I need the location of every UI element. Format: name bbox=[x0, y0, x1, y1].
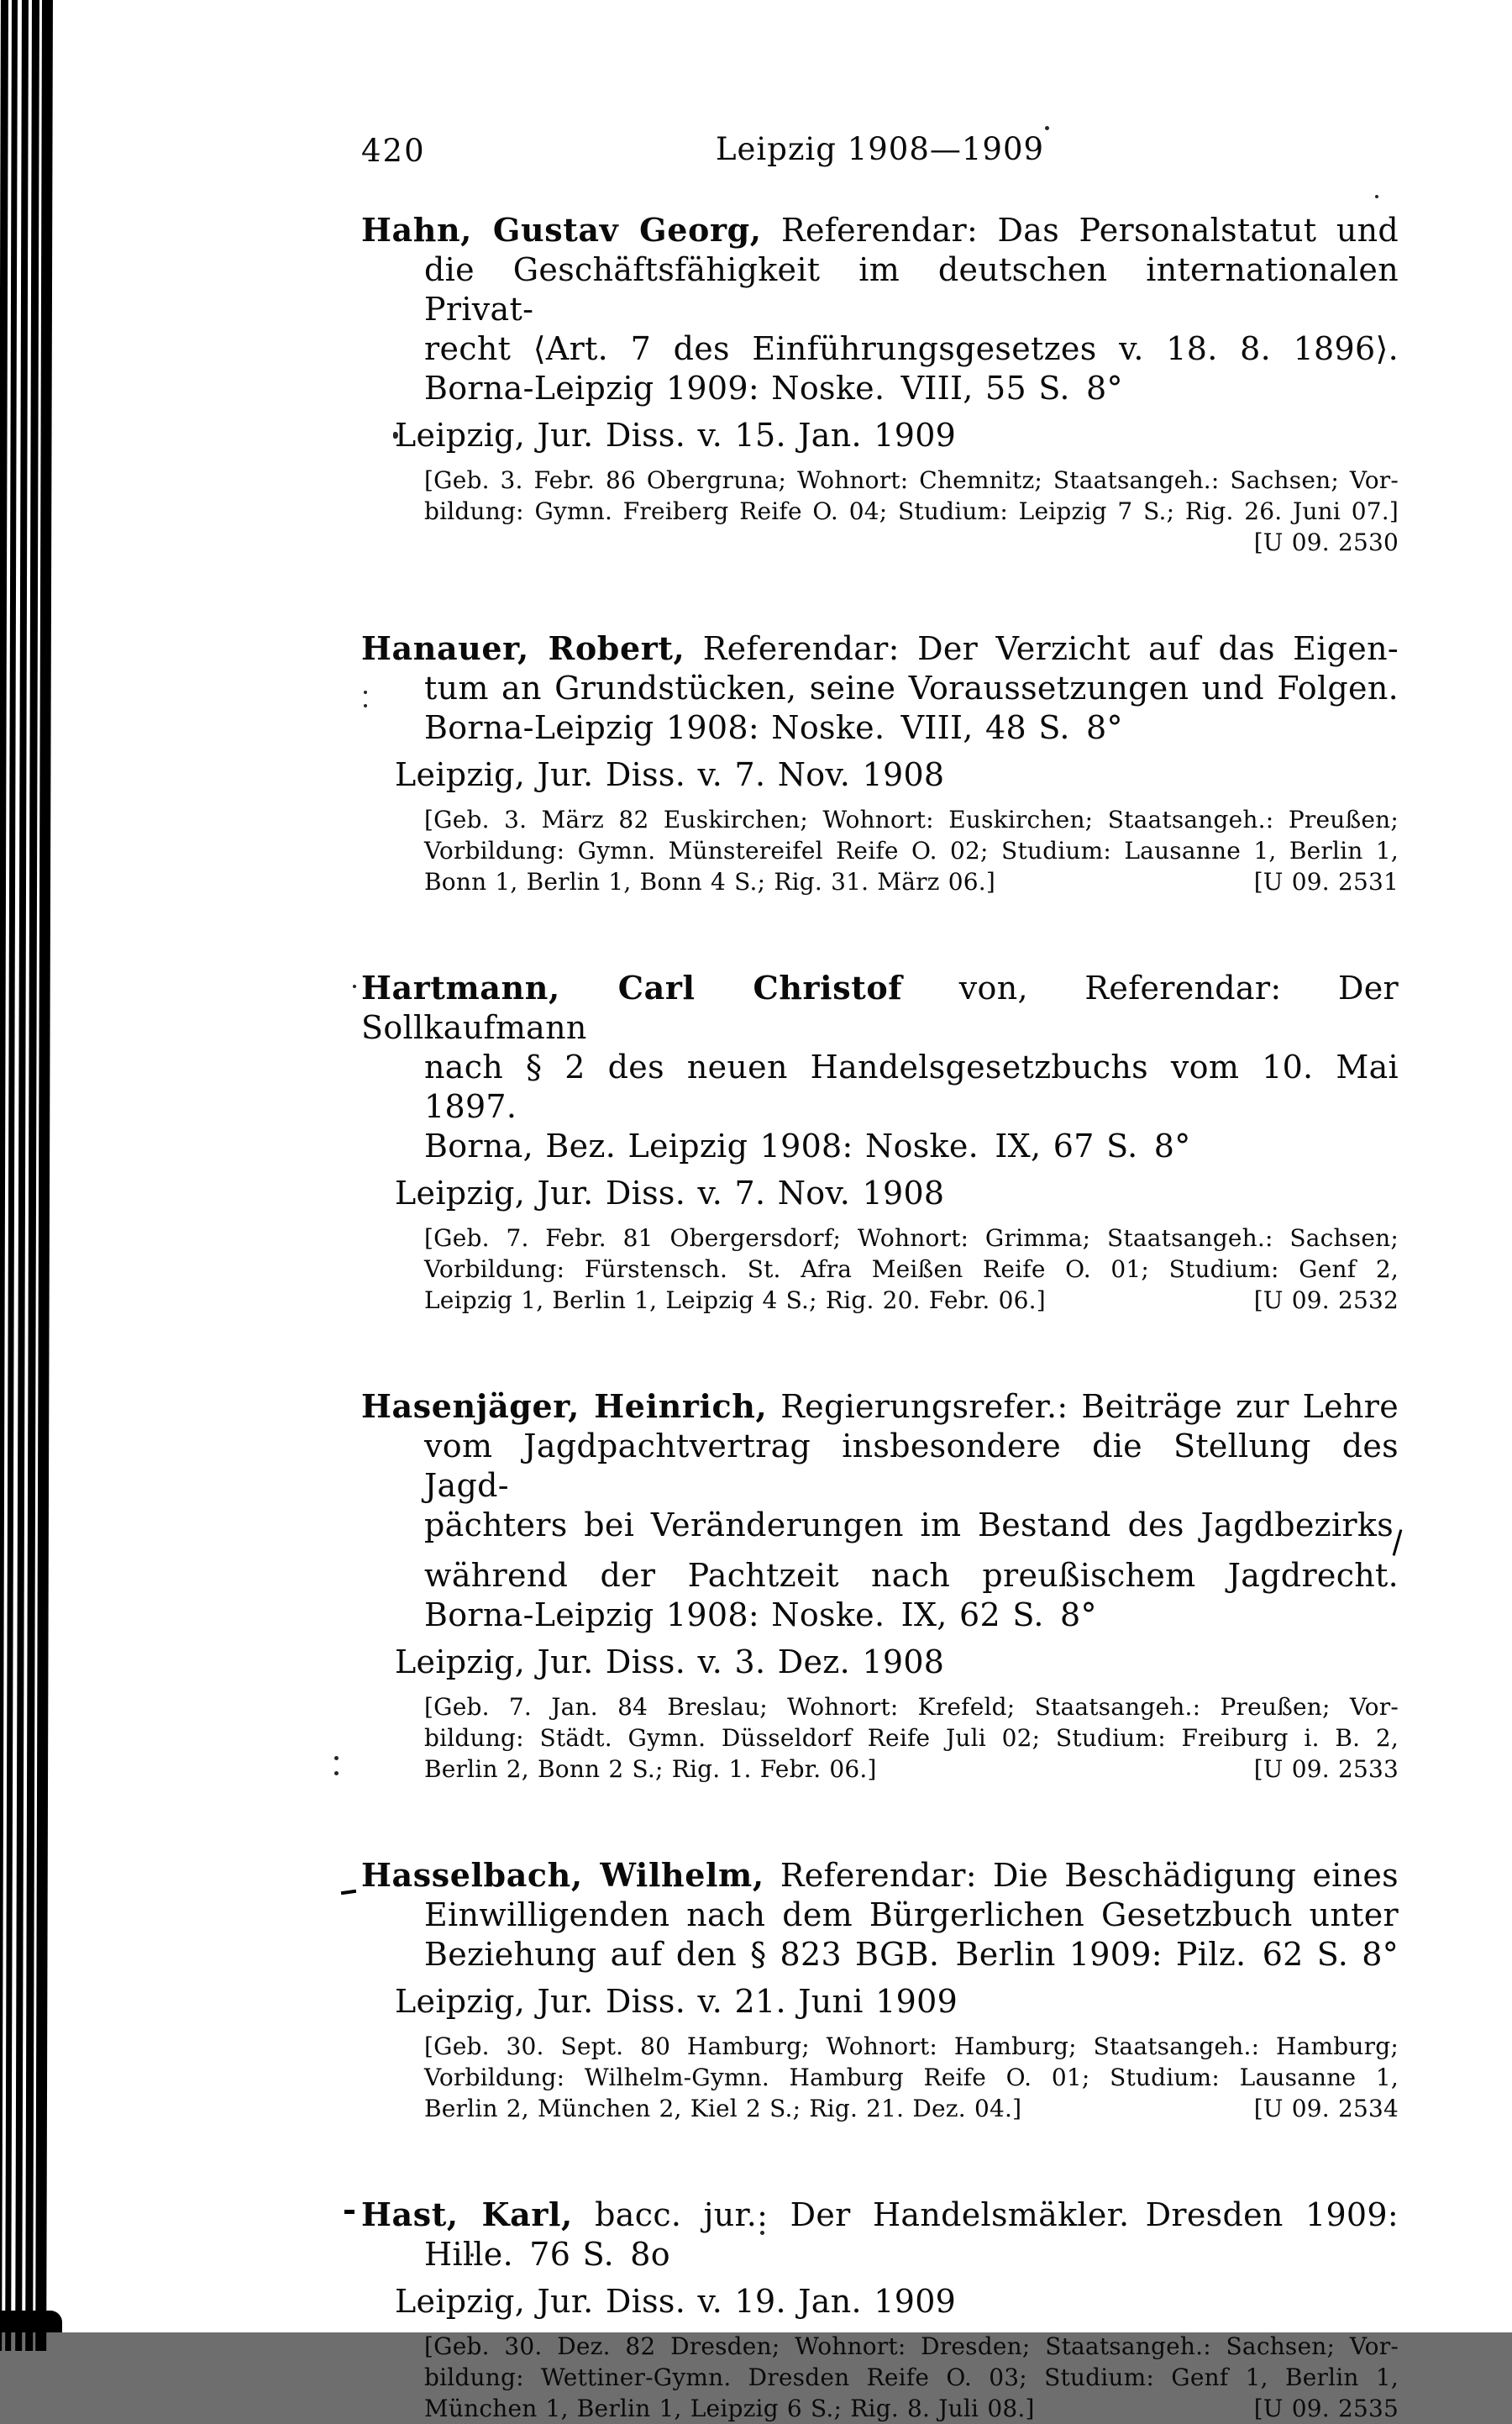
bio-line: Vorbildung: Gymn. Münstereifel Reife O. 02; Studium: Lausanne 1, Berlin 1, bbox=[424, 837, 1399, 865]
title-continuation-line: Borna-Leipzig 1909: Noske. VIII, 55 S. 8° bbox=[424, 370, 1123, 407]
entry-title-line bbox=[361, 210, 1399, 250]
catalog-ref-number: [U 09. 2530 bbox=[1253, 528, 1399, 556]
catalog-ref-number: [U 09. 2535 bbox=[1253, 2395, 1399, 2422]
title-continuation-line: während der Pachtzeit nach preußischem Jagdrecht. bbox=[424, 1557, 1399, 1594]
bio-fineprint bbox=[424, 2031, 1399, 2124]
dissertation-line: Leipzig, Jur. Diss. v. 15. Jan. 1909 bbox=[395, 417, 957, 454]
bio-line: Vorbildung: Fürstensch. St. Afra Meißen Reife O. 01; Studium: Genf 2, bbox=[424, 1255, 1399, 1283]
bio-line: Vorbildung: Wilhelm-Gymn. Hamburg Reife O. 01; Studium: Lausanne 1, bbox=[424, 2064, 1399, 2091]
title-continuation-line: Borna-Leipzig 1908: Noske. IX, 62 S. 8° bbox=[424, 1596, 1097, 1633]
bio-line: [Geb. 7. Febr. 81 Obergersdorf; Wohnort: Grimma; Staatsangeh.: Sachsen; bbox=[424, 1224, 1399, 1252]
bio-line-end: Berlin 2, München 2, Kiel 2 S.; Rig. 21. Dez. 04.] bbox=[424, 2095, 1022, 2122]
dissertation-line: Leipzig, Jur. Diss. v. 21. Juni 1909 bbox=[395, 1983, 958, 2020]
bio-fineprint bbox=[424, 465, 1399, 558]
entry-title-text: Regierungsrefer.: Beiträge zur Lehre bbox=[767, 1388, 1399, 1425]
scan-speck bbox=[1375, 195, 1378, 198]
catalog-ref-number: [U 09. 2533 bbox=[1253, 1755, 1399, 1783]
title-continuation-line: Borna-Leipzig 1908: Noske. VIII, 48 S. 8° bbox=[424, 709, 1123, 746]
entry-title-line bbox=[361, 968, 1399, 1048]
bibliography-entry bbox=[361, 2195, 1399, 2424]
bio-line: [Geb. 3. Febr. 86 Obergruna; Wohnort: Chemnitz; Staatsangeh.: Sachsen; Vor- bbox=[424, 466, 1399, 494]
dissertation-line: Leipzig, Jur. Diss. v. 19. Jan. 1909 bbox=[395, 2283, 957, 2320]
title-continuation-line: Einwilligenden nach dem Bürgerlichen Gesetzbuch unter bbox=[424, 1896, 1399, 1933]
bio-fineprint bbox=[424, 2331, 1399, 2424]
bio-line-end: Bonn 1, Berlin 1, Bonn 4 S.; Rig. 31. März 06.] bbox=[424, 868, 995, 896]
bibliography-entry bbox=[361, 968, 1399, 1316]
entry-title-line bbox=[361, 1855, 1399, 1896]
bio-line: [Geb. 7. Jan. 84 Breslau; Wohnort: Krefeld; Staatsangeh.: Preußen; Vor- bbox=[424, 1693, 1399, 1721]
title-continuation-line: pächters bei Veränderungen im Bestand des Jagdbezirks bbox=[424, 1506, 1399, 1556]
dissertation-line: Leipzig, Jur. Diss. v. 3. Dez. 1908 bbox=[395, 1643, 945, 1680]
bio-line-with-ref bbox=[424, 2093, 1399, 2124]
title-continuation-line: nach § 2 des neuen Handelsgesetzbuchs vom 10. Mai 1897. bbox=[424, 1049, 1399, 1125]
entry-author-name: Hast, Karl, bbox=[361, 2195, 573, 2233]
scan-speck bbox=[1045, 126, 1049, 130]
catalog-ref-number: [U 09. 2531 bbox=[1253, 868, 1399, 896]
entry-title-text: Referendar: Das Personalstatut und bbox=[761, 212, 1399, 249]
bio-line: bildung: Gymn. Freiberg Reife O. 04; Studium: Leipzig 7 S.; Rig. 26. Juni 07.] bbox=[424, 497, 1399, 525]
bio-line-with-ref bbox=[424, 1754, 1399, 1785]
scan-speck bbox=[353, 985, 356, 988]
bio-fineprint bbox=[424, 804, 1399, 897]
bio-line: [Geb. 3. März 82 Euskirchen; Wohnort: Euskirchen; Staatsangeh.: Preußen; bbox=[424, 806, 1399, 833]
title-continuation-line: Hille. 76 S. 8o bbox=[424, 2236, 670, 2273]
title-continuation-line: die Geschäftsfähigkeit im deutschen internationalen Privat- bbox=[424, 251, 1399, 328]
bibliography-entry bbox=[361, 1386, 1399, 1785]
entry-title-text: bacc. jur.: Der Handelsmäkler. Dresden 1909: bbox=[572, 2196, 1399, 2233]
bio-line-end: München 1, Berlin 1, Leipzig 6 S.; Rig. 8. Juli 08.] bbox=[424, 2395, 1035, 2422]
title-continuation-line: Beziehung auf den § 823 BGB. Berlin 1909: Pilz. 62 S. 8° bbox=[424, 1936, 1399, 1973]
page-header bbox=[361, 131, 1399, 168]
dissertation-line: Leipzig, Jur. Diss. v. 7. Nov. 1908 bbox=[395, 756, 945, 793]
bio-line: [Geb. 30. Sept. 80 Hamburg; Wohnort: Hamburg; Staatsangeh.: Hamburg; bbox=[424, 2032, 1399, 2060]
book-gutter-shadow bbox=[0, 0, 84, 2351]
bio-fineprint bbox=[424, 1223, 1399, 1316]
entry-title-text: Referendar: Die Beschädigung eines bbox=[764, 1857, 1399, 1894]
bibliography-entry bbox=[361, 628, 1399, 897]
entry-author-name: Hasselbach, Wilhelm, bbox=[361, 1856, 764, 1894]
entry-title-line bbox=[361, 628, 1399, 669]
scan-speck bbox=[334, 1771, 339, 1775]
catalog-ref-number: [U 09. 2534 bbox=[1253, 2095, 1399, 2122]
scan-artifact-blob bbox=[0, 2311, 62, 2332]
entry-author-name: Hanauer, Robert, bbox=[361, 629, 685, 667]
bibliography-entry bbox=[361, 1855, 1399, 2124]
bio-line-with-ref bbox=[424, 866, 1399, 897]
entry-author-name: Hasenjäger, Heinrich, bbox=[361, 1387, 768, 1425]
title-continuation-line: Borna, Bez. Leipzig 1908: Noske. IX, 67 S. 8° bbox=[424, 1128, 1191, 1165]
bio-line-with-ref bbox=[424, 2393, 1399, 2424]
dissertation-line: Leipzig, Jur. Diss. v. 7. Nov. 1908 bbox=[395, 1175, 945, 1212]
bibliography-entries bbox=[361, 210, 1399, 2424]
catalog-ref-number: [U 09. 2532 bbox=[1253, 1286, 1399, 1314]
bibliography-entry bbox=[361, 210, 1399, 558]
title-continuation-line: vom Jagdpachtvertrag insbesondere die Stellung des Jagd- bbox=[424, 1428, 1399, 1504]
scan-speck bbox=[334, 1756, 339, 1760]
title-continuation-line: tum an Grundstücken, seine Voraussetzungen und Folgen. bbox=[424, 670, 1399, 707]
title-continuation-line: recht ⟨Art. 7 des Einführungsgesetzes v. 18. 8. 1896⟩. bbox=[424, 330, 1399, 367]
bio-line: bildung: Wettiner-Gymn. Dresden Reife O. 03; Studium: Genf 1, Berlin 1, bbox=[424, 2364, 1399, 2391]
running-title: Leipzig 1908—1909 bbox=[715, 131, 1045, 167]
bio-line: bildung: Städt. Gymn. Düsseldorf Reife Juli 02; Studium: Freiburg i. B. 2, bbox=[424, 1724, 1399, 1752]
entry-title-text: Referendar: Der Verzicht auf das Eigen- bbox=[685, 630, 1399, 667]
entry-title-text: von, Referendar: Der Sollkaufmann bbox=[361, 970, 1399, 1046]
entry-title-line bbox=[361, 1386, 1399, 1427]
entry-author-name: Hahn, Gustav Georg, bbox=[361, 211, 762, 249]
entry-title-line bbox=[361, 2195, 1399, 2235]
bio-fineprint bbox=[424, 1691, 1399, 1785]
bio-line-with-ref bbox=[424, 1285, 1399, 1316]
bio-line-end: Berlin 2, Bonn 2 S.; Rig. 1. Febr. 06.] bbox=[424, 1755, 877, 1783]
bio-line-end: Leipzig 1, Berlin 1, Leipzig 4 S.; Rig. 20. Febr. 06.] bbox=[424, 1286, 1046, 1314]
page-number: 420 bbox=[361, 133, 426, 169]
entry-author-name: Hartmann, Carl Christof bbox=[361, 969, 903, 1007]
bio-line: [Geb. 30. Dez. 82 Dresden; Wohnort: Dresden; Staatsangeh.: Sachsen; Vor- bbox=[424, 2332, 1399, 2360]
